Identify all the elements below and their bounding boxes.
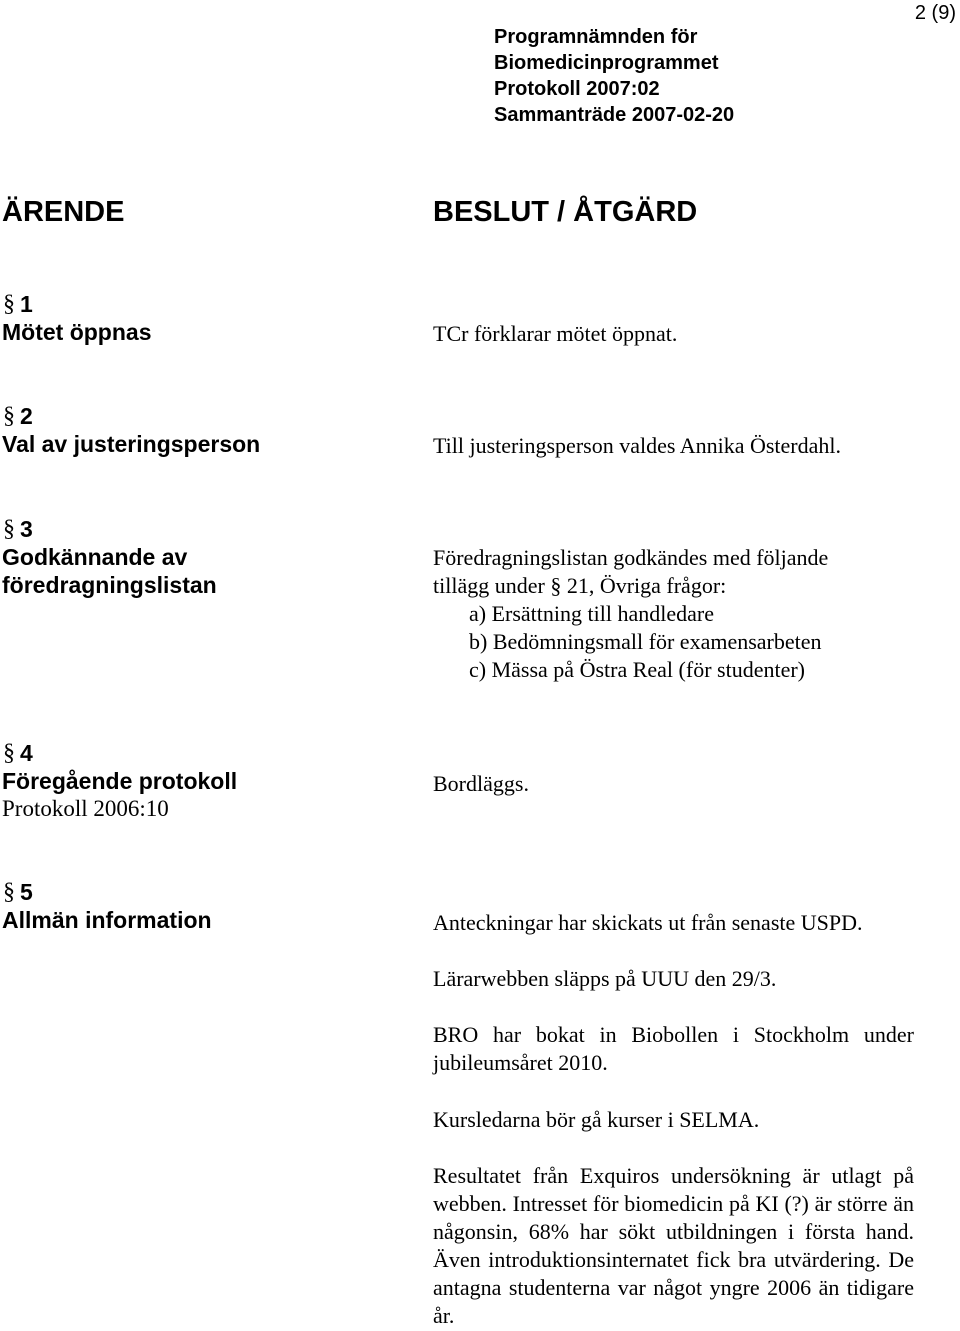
item-number [2,878,212,906]
info-paragraph-5: Resultatet från Exquiros undersökning är utlagt på webben. Intresset för biomedicin på KI (?) är större än någonsin, 68% har sökt utbildningen i första hand. Även introduktionsinternatet fick bra utvärdering. De antagna studenterna var något yngre 2006 än tidigare år. [433,1163,914,1328]
agenda-item-5 [2,878,212,934]
list-marker: a) [469,601,487,626]
item-number-value: 2 [20,403,33,429]
item-title: Föregående protokoll [2,768,238,794]
item-number-value: 4 [20,740,33,766]
info-paragraph-2: Lärarwebben släpps på UUU den 29/3. [433,966,777,991]
list-item-text: Mässa på Östra Real (för studenter) [491,657,805,682]
list-item [469,628,915,656]
item-number [2,402,260,430]
addition-list [433,600,915,684]
decision-text-suffix: 21, Övriga frågor: [566,573,727,598]
decision-item-2: Till justeringsperson valdes Annika Österdahl. [433,433,841,458]
info-paragraph-3: BRO har bokat in Biobollen i Stockholm under jubileumsåret 2010. [433,1022,914,1075]
header-protocol: Protokoll 2007:02 [494,78,660,100]
item-title: Allmän information [2,907,212,933]
item-title-line-2: föredragningslistan [2,572,217,598]
list-item-text: Bedömningsmall för examensarbeten [492,629,822,654]
agenda-item-2 [2,402,260,458]
item-number-value: 5 [20,879,33,905]
info-paragraph-4: Kursledarna bör gå kurser i SELMA. [433,1107,760,1132]
list-item [469,600,915,628]
item-number [2,515,217,543]
decision-item-3 [433,544,915,684]
page-number: 2 (9) [914,2,956,24]
agenda-item-1 [2,290,152,346]
header-program: Biomedicinprogrammet [494,52,719,74]
decision-text-prefix: tillägg under [433,573,545,598]
decision-text-line-1: Föredragningslistan godkändes med följande [433,545,829,570]
agenda-item-4 [2,739,237,823]
column-heading-decision: BESLUT / ÅTGÄRD [433,196,698,228]
paragraph-symbol: § [3,879,15,905]
list-marker: c) [469,657,487,682]
item-title: Val av justeringsperson [2,431,261,457]
list-item-text: Ersättning till handledare [491,601,714,626]
list-marker: b) [469,629,488,654]
decision-item-4: Bordläggs. [433,771,529,796]
decision-item-1: TCr förklarar mötet öppnat. [433,321,678,346]
item-title: Mötet öppnas [2,319,152,345]
column-heading-matter: ÄRENDE [2,196,125,228]
document-header [494,24,734,128]
item-number-value: 3 [20,516,33,542]
paragraph-symbol: § [550,573,562,598]
item-number [2,739,237,767]
header-committee: Programnämnden för [494,26,698,48]
paragraph-symbol: § [3,291,15,317]
header-meeting-date: Sammanträde 2007-02-20 [494,104,735,126]
info-paragraph-1: Anteckningar har skickats ut från senaste USPD. [433,910,863,935]
item-number-value: 1 [20,291,33,317]
paragraph-symbol: § [3,516,15,542]
agenda-item-3 [2,515,217,599]
paragraph-symbol: § [3,740,15,766]
decision-text-line-2 [433,572,915,600]
list-item [469,656,915,684]
item-subtitle: Protokoll 2006:10 [2,796,169,821]
item-number [2,290,152,318]
paragraph-symbol: § [3,403,15,429]
item-title-line-1: Godkännande av [2,544,188,570]
